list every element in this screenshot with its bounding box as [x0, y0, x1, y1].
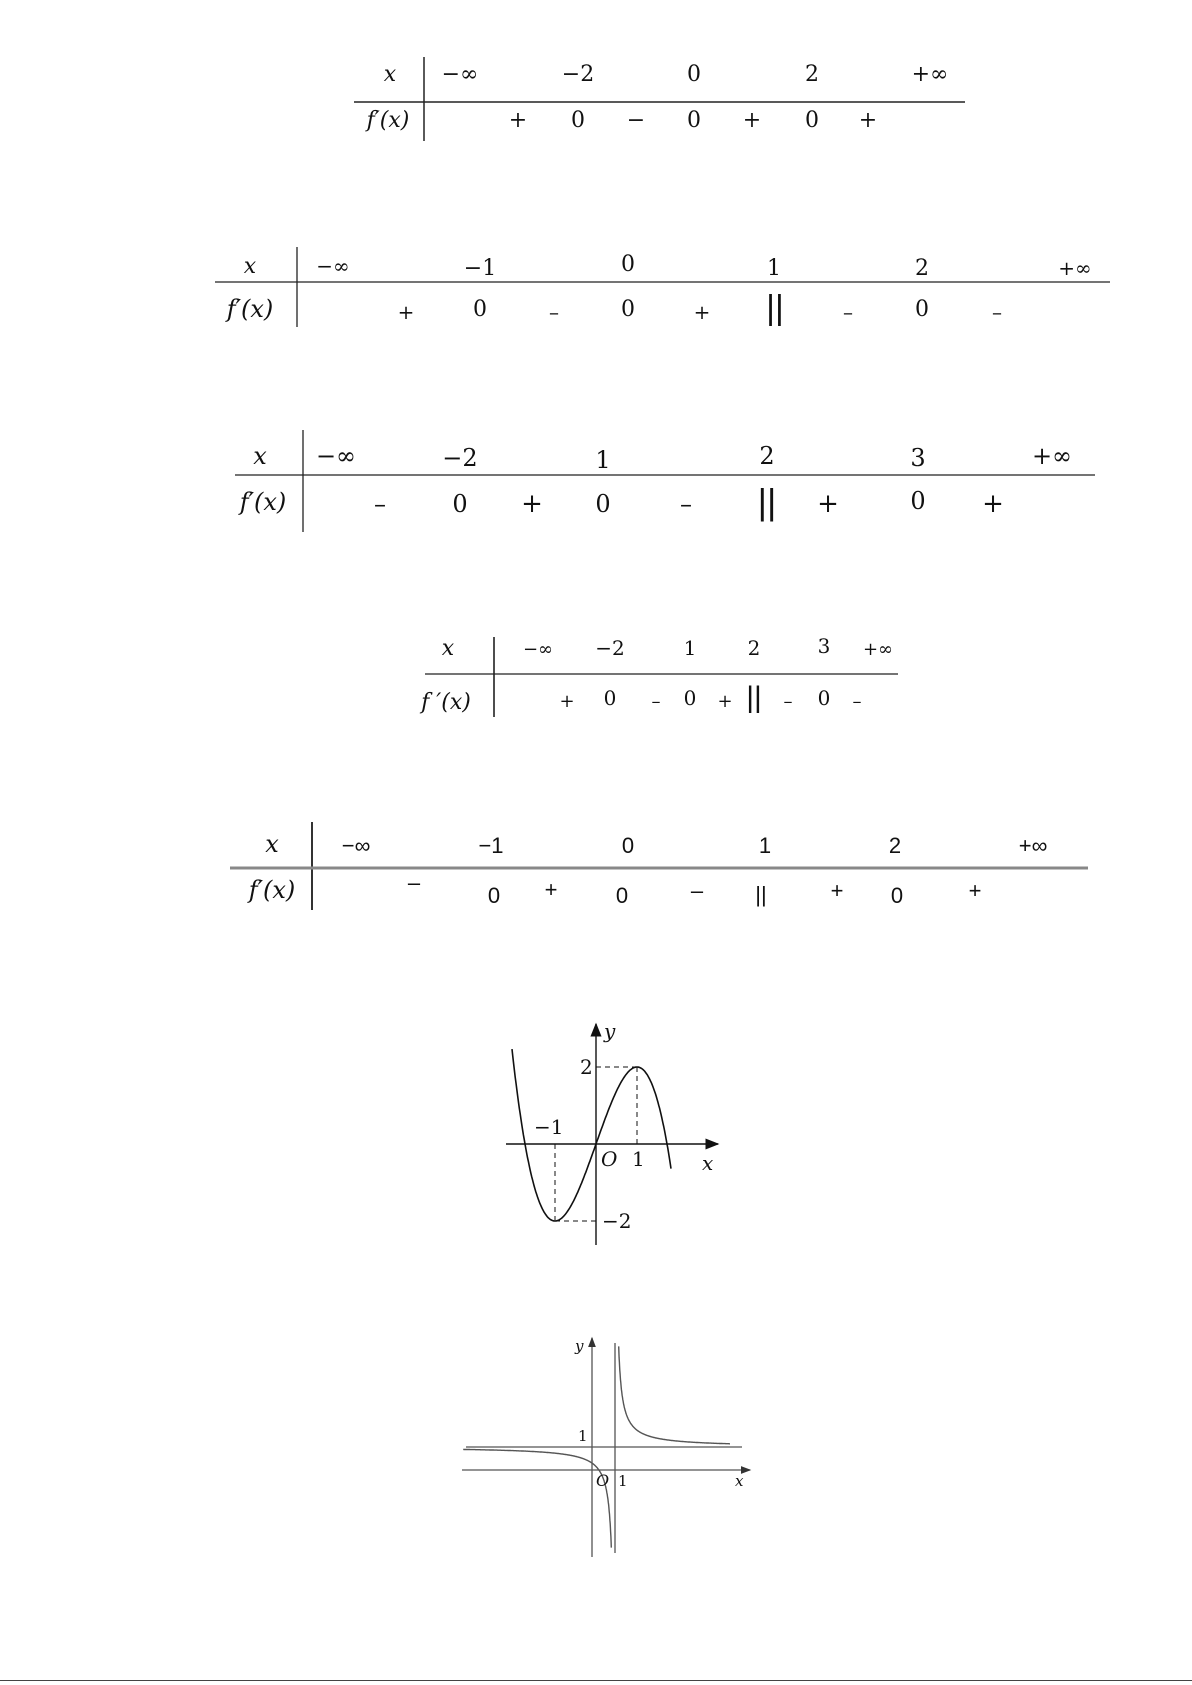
sign-cell: 0	[910, 487, 926, 515]
x-value: −∞	[315, 442, 357, 470]
sign-cell: +	[830, 878, 844, 903]
sign-cell: 0	[615, 883, 629, 908]
x-label: x	[441, 636, 455, 661]
sign-cell: +	[858, 108, 878, 133]
origin-label: O	[601, 1147, 618, 1171]
sign-cell: +	[559, 691, 575, 712]
sign-cell: ||	[746, 681, 762, 714]
sign-cell: 0	[452, 490, 468, 518]
sign-cell: 0	[595, 490, 611, 518]
sign-cell: 0	[473, 297, 487, 322]
sign-cell: 0	[621, 297, 635, 322]
sign-cell: +	[397, 300, 415, 324]
sign-cell: 0	[687, 108, 701, 133]
tick-label: −2	[602, 1209, 632, 1233]
tick-label: 1	[618, 1472, 628, 1490]
x-value: −1	[478, 833, 504, 858]
f-prime-label: f′(x)	[366, 108, 410, 133]
sign-cell: +	[817, 489, 839, 519]
sign-cell: ||	[766, 289, 784, 327]
x-value: 3	[817, 634, 831, 658]
x-value: −∞	[441, 62, 479, 87]
sign-cell: −	[626, 108, 646, 133]
sign-table-1	[350, 55, 970, 145]
x-axis-label: x	[702, 1151, 714, 1175]
x-value: −2	[595, 636, 625, 660]
sign-cell: +	[717, 691, 733, 712]
sign-cell: –	[690, 878, 704, 903]
sign-cell: –	[992, 300, 1002, 324]
sign-cell: ||	[757, 481, 777, 522]
sign-cell: +	[742, 108, 762, 133]
x-axis-label: x	[735, 1472, 744, 1490]
sign-cell: 0	[683, 686, 697, 710]
x-value: 3	[910, 444, 926, 472]
x-value: 2	[759, 442, 775, 470]
sign-cell: 0	[571, 108, 585, 133]
tick-label: 1	[632, 1147, 645, 1171]
sign-cell: –	[374, 490, 386, 518]
sign-table-5	[228, 820, 1098, 920]
sign-cell: +	[982, 489, 1004, 519]
x-value: 2	[888, 833, 902, 858]
sign-cell: 0	[805, 108, 819, 133]
x-value: 0	[621, 833, 635, 858]
x-value: −2	[561, 62, 595, 87]
sign-cell: +	[968, 878, 982, 903]
sign-cell: –	[843, 300, 853, 324]
hyperbola-branch-left	[463, 1449, 611, 1547]
x-value: 2	[747, 636, 761, 660]
x-value: +∞	[1058, 256, 1092, 280]
sign-cell: +	[508, 108, 528, 133]
tick-label: −1	[534, 1115, 564, 1139]
x-value: +∞	[1018, 833, 1048, 858]
sign-cell: –	[852, 691, 862, 712]
sign-cell: 0	[890, 883, 904, 908]
f-prime-label: f′(x)	[239, 488, 287, 516]
origin-label: O	[596, 1471, 610, 1490]
sign-cell: –	[783, 691, 793, 712]
x-value: −1	[463, 256, 497, 281]
x-label: x	[265, 830, 279, 858]
x-value: +∞	[862, 639, 894, 660]
sign-cell: +	[521, 489, 543, 519]
x-label: x	[253, 442, 267, 470]
sign-cell: –	[549, 300, 559, 324]
x-value: 0	[621, 252, 635, 277]
x-value: −∞	[522, 639, 554, 660]
footer-rule	[0, 1680, 1192, 1681]
tick-label: 1	[578, 1427, 588, 1445]
sign-cell: –	[680, 490, 692, 518]
x-value: 1	[595, 446, 611, 474]
x-value: −2	[442, 444, 478, 472]
tick-label: 2	[580, 1055, 593, 1079]
cubic-graph	[500, 1020, 740, 1250]
hyperbola-graph	[460, 1335, 760, 1565]
f-prime-label: f′(x)	[226, 295, 274, 323]
y-axis-label: y	[575, 1337, 584, 1355]
x-value: +∞	[1031, 442, 1073, 470]
x-value: 1	[767, 256, 781, 281]
x-value: 0	[687, 62, 701, 87]
x-value: −∞	[341, 833, 371, 858]
x-value: 2	[805, 62, 819, 87]
sign-table-2	[215, 245, 1115, 345]
x-label: x	[383, 62, 397, 87]
sign-cell: +	[544, 877, 558, 902]
sign-cell: ||	[755, 882, 767, 907]
f-prime-label: f′(x)	[248, 876, 296, 904]
sign-cell: –	[407, 870, 421, 895]
sign-table-3	[230, 428, 1100, 538]
sign-cell: –	[651, 691, 661, 712]
x-value: −∞	[316, 254, 350, 278]
sign-cell: +	[693, 300, 711, 324]
y-axis-label: y	[604, 1020, 616, 1043]
sign-cell: 0	[915, 297, 929, 322]
x-value: 1	[683, 636, 697, 660]
hyperbola-branch-right	[619, 1346, 730, 1443]
sign-table-4	[410, 625, 910, 725]
x-value: 2	[915, 256, 929, 281]
sign-cell: 0	[817, 686, 831, 710]
x-label: x	[243, 254, 257, 279]
x-value: 1	[758, 833, 772, 858]
sign-cell: 0	[603, 686, 617, 710]
sign-cell: 0	[487, 883, 501, 908]
x-value: +∞	[911, 62, 949, 87]
f-prime-label: f ′(x)	[421, 690, 471, 715]
